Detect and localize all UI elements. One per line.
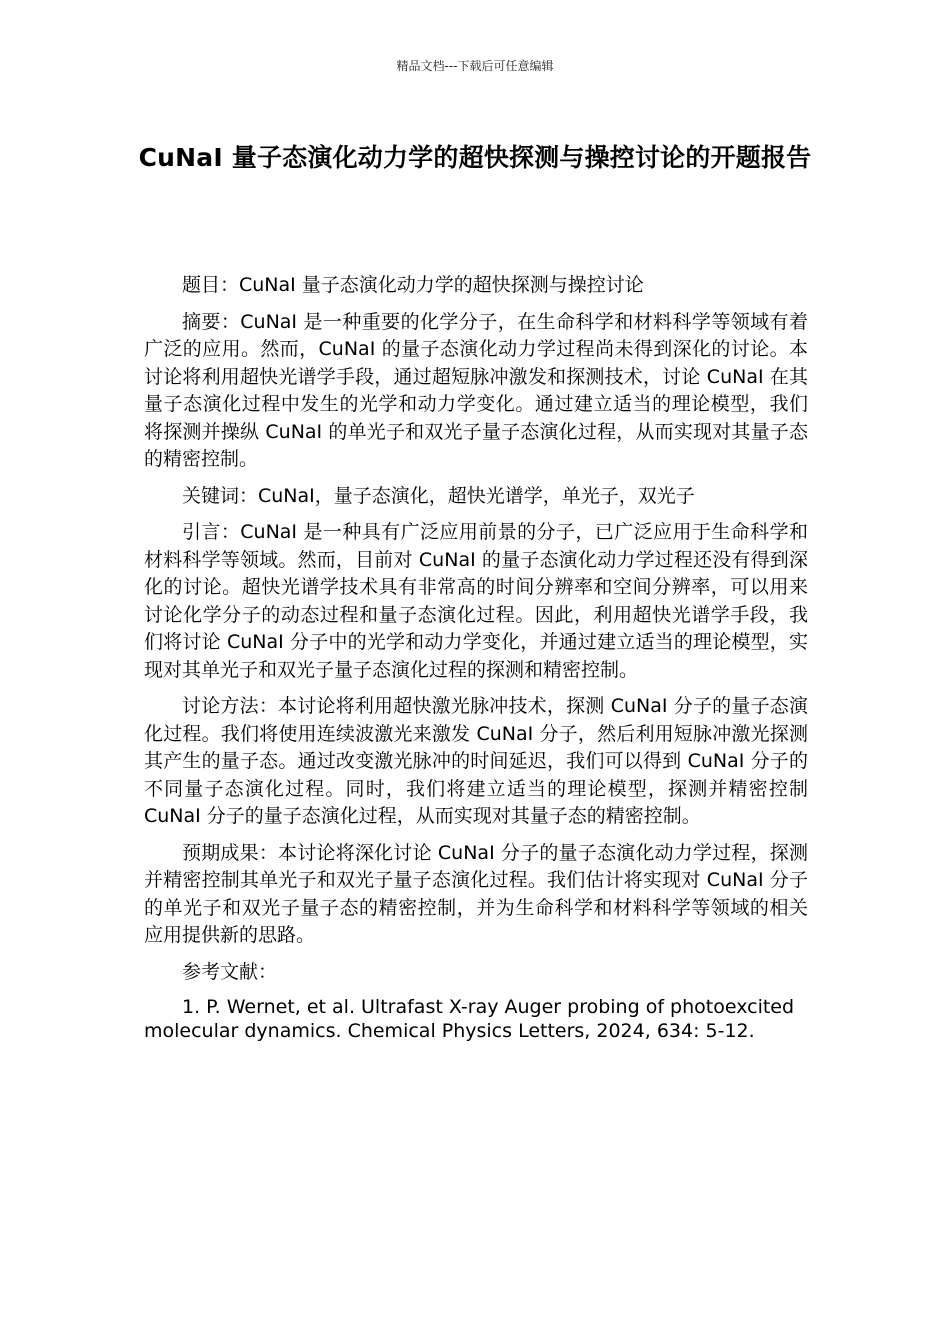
references-label: 参考文献： bbox=[182, 960, 278, 983]
methods-paragraph: 讨论方法：本讨论将利用超快激光脉冲技术，探测 CuNaI 分子的量子态演化过程。我们将使用连续波激光来激发 CuNaI 分子，然后利用短脉冲激光探测其产生的量子态。通过改变激光脉冲的时间延迟，我们可以得到 CuNaI 分子的不同量子态演化过程。同时，我们将建立适当的理论模型，探测并精密控制 CuNaI 分子的量子态演化过程，从而实现对其量子态的精密控制。 bbox=[144, 695, 808, 827]
document-body bbox=[144, 272, 808, 1043]
keywords-paragraph: 关键词：CuNaI，量子态演化，超快光谱学，单光子，双光子 bbox=[182, 484, 695, 507]
abstract-paragraph: 摘要：CuNaI 是一种重要的化学分子，在生命科学和材料科学等领域有着广泛的应用。然而，CuNaI 的量子态演化动力学过程尚未得到深化的讨论。本讨论将利用超快光谱学手段，通过超短脉冲激发和探测技术，讨论 CuNaI 在其量子态演化过程中发生的光学和动力学变化。通过建立适当的理论模型，我们将探测并操纵 CuNaI 的单光子和双光子量子态演化过程，从而实现对其量子态的精密控制。 bbox=[144, 310, 808, 470]
header-note: 精品文档---下载后可任意编辑 bbox=[396, 59, 554, 73]
expected-results-paragraph: 预期成果：本讨论将深化讨论 CuNaI 分子的量子态演化动力学过程，探测并精密控制其单光子和双光子量子态演化过程。我们估计将实现对 CuNaI 分子的单光子和双光子量子态的精密控制，并为生命科学和材料科学等领域的相关应用提供新的思路。 bbox=[144, 841, 808, 946]
document-title: CuNaI 量子态演化动力学的超快探测与操控讨论的开题报告 bbox=[138, 143, 812, 172]
reference-item: 1. P. Wernet, et al. Ultrafast X-ray Auger probing of photoexcited molecular dynamics. Chemical Physics Letters, 2024, 634: 5-12. bbox=[144, 996, 795, 1042]
topic-paragraph: 题目：CuNaI 量子态演化动力学的超快探测与操控讨论 bbox=[182, 274, 644, 296]
introduction-paragraph: 引言：CuNaI 是一种具有广泛应用前景的分子，已广泛应用于生命科学和材料科学等领域。然而，目前对 CuNaI 的量子态演化动力学过程还没有得到深化的讨论。超快光谱学技术具有非常高的时间分辨率和空间分辨率，可以用来讨论化学分子的动态过程和量子态演化过程。因此，利用超快光谱学手段，我们将讨论 CuNaI 分子中的光学和动力学变化，并通过建立适当的理论模型，实现对其单光子和双光子量子态演化过程的探测和精密控制。 bbox=[144, 521, 808, 681]
